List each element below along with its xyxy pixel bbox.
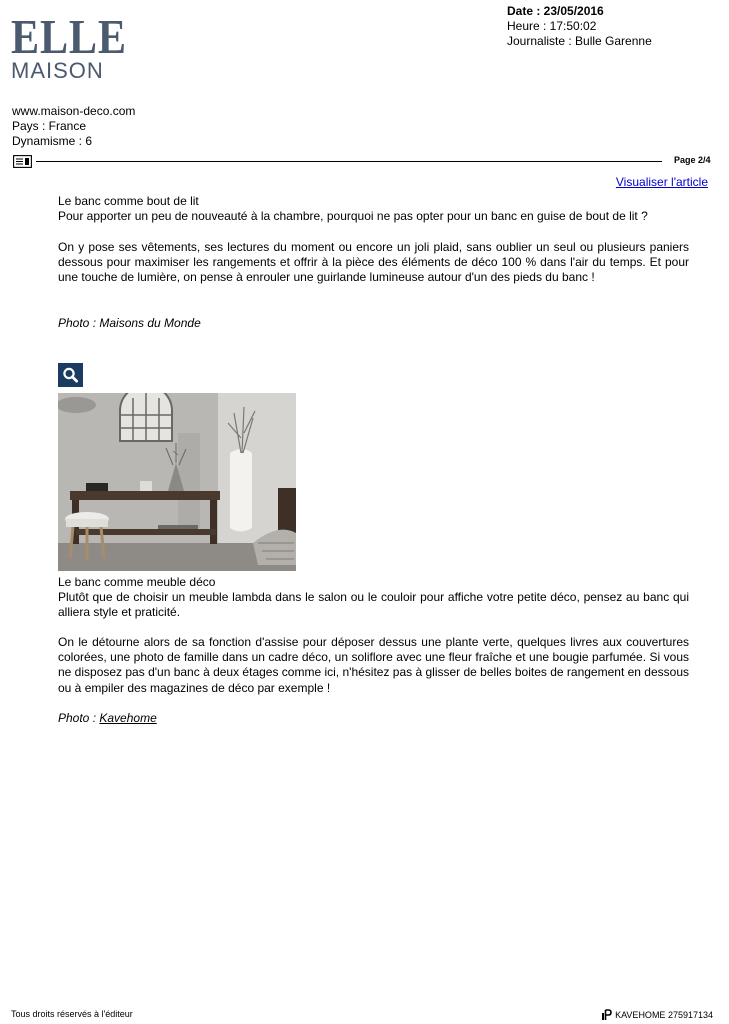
publisher-logo-icon [601, 1009, 612, 1020]
source-country: Pays : France [12, 119, 87, 133]
section2-photo-credit-prefix: Photo : [58, 711, 100, 725]
kavehome-link[interactable]: Kavehome [99, 711, 157, 725]
article-photo [58, 393, 296, 571]
section2-photo-credit [58, 711, 157, 725]
zoom-button[interactable] [58, 363, 83, 387]
view-article-link[interactable]: Visualiser l'article [615, 175, 708, 189]
section1-paragraph2: On y pose ses vêtements, ses lectures du moment ou encore un joli plaid, sans oublier un seul ou plusieurs paniers dessous pour maximiser les rangements et offrir à la pièce des éléments de déco 100 % dans l'air du temps. Et pour une touche de lumière, on pense à enrouler une guirlande lumineuse autour d'un des pieds du banc ! [58, 240, 689, 285]
footer-brand [601, 1009, 713, 1020]
elle-maison-logo [11, 9, 127, 87]
page-number: Page 2/4 [674, 155, 711, 165]
section2-paragraph1: Plutôt que de choisir un meuble lambda dans le salon ou le couloir pour affiche votre petite déco, pensez au banc qui alliera style et praticité. [58, 590, 689, 620]
meta-time: Heure : 17:50:02 [507, 19, 597, 33]
magnifier-icon [58, 363, 83, 387]
section2-paragraph2: On le détourne alors de sa fonction d'assise pour déposer dessus une plante verte, quelques livres aux couvertures colorées, une photo de famille dans un cadre déco, un soliflore avec une fleur fraîche et une bougie parfumée. Si vous ne disposez pas d'un banc à deux étages comme ici, n'hésitez pas à glisser de belles boites de rangement en dessous ou à empiler des magazines de déco par exemple ! [58, 635, 689, 695]
source-site: www.maison-deco.com [12, 104, 136, 118]
header-meta [507, 4, 652, 49]
footer-brand-text: KAVEHOME 275917134 [615, 1009, 713, 1020]
logo-maison-text: MAISON [11, 58, 104, 83]
separator-line [36, 161, 662, 162]
meta-journalist: Journaliste : Bulle Garenne [507, 34, 652, 48]
document-icon [13, 155, 32, 168]
section2-title: Le banc comme meuble déco [58, 575, 216, 589]
section1-title: Le banc comme bout de lit [58, 194, 199, 208]
footer-rights: Tous droits réservés à l'éditeur [11, 1009, 133, 1019]
source-dynamism: Dynamisme : 6 [12, 134, 93, 148]
section1-paragraph1: Pour apporter un peu de nouveauté à la chambre, pourquoi ne pas opter pour un banc en guise de bout de lit ? [58, 209, 648, 223]
source-info [12, 104, 135, 149]
section1-photo-credit: Photo : Maisons du Monde [58, 316, 201, 330]
meta-date: Date : 23/05/2016 [507, 4, 604, 18]
logo-elle-text: ELLE [11, 9, 127, 64]
